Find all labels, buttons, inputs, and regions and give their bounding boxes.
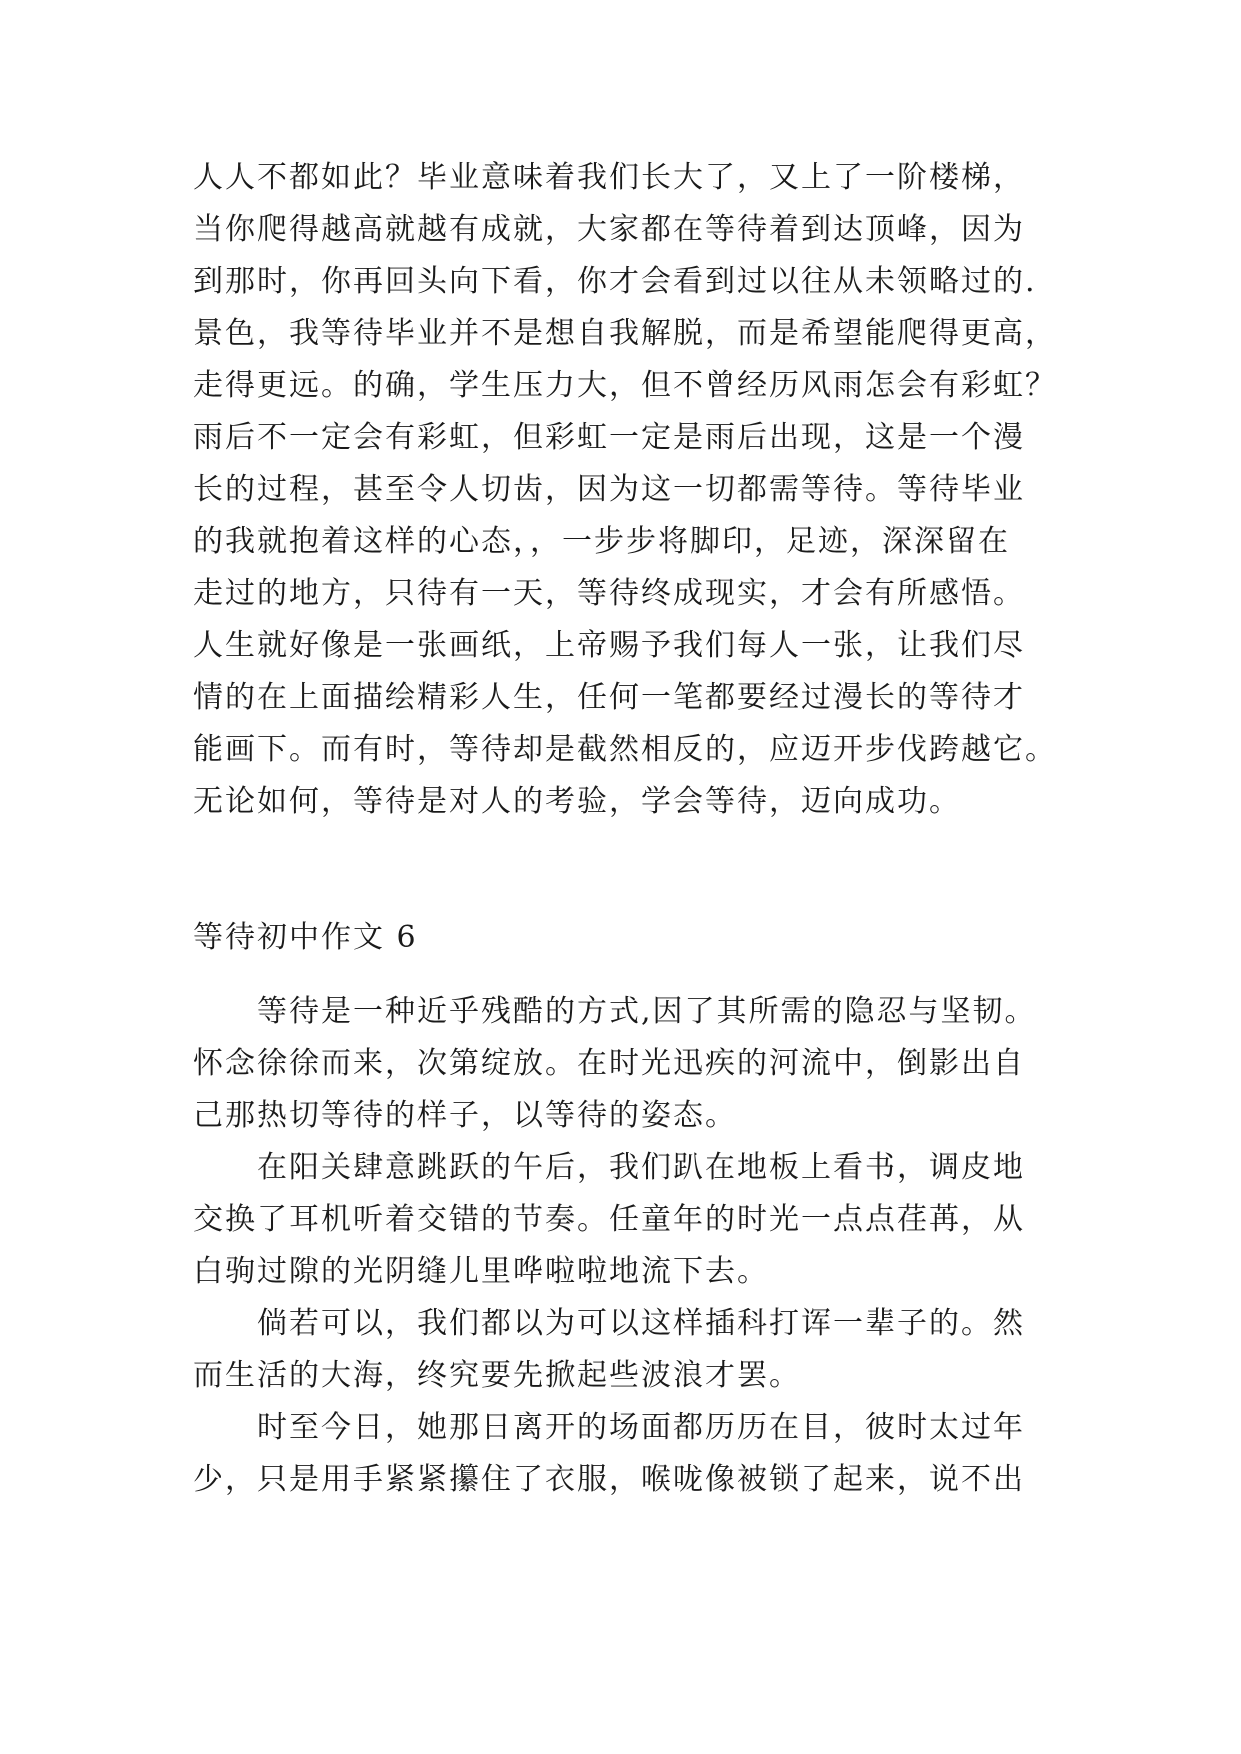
text-line: 无论如何，等待是对人的考验，学会等待，迈向成功。 — [193, 784, 961, 819]
section-title: 等待初中作文 6 — [193, 920, 418, 955]
text-line: 倘若可以，我们都以为可以这样插科打诨一辈子的。然 — [257, 1306, 1025, 1341]
text-line: 人人不都如此？毕业意味着我们长大了，又上了一阶楼梯， — [193, 160, 1025, 195]
text-line: 当你爬得越高就越有成就，大家都在等待着到达顶峰，因为 — [193, 212, 1025, 247]
text-line: 时至今日，她那日离开的场面都历历在目，彼时太过年 — [257, 1410, 1025, 1445]
essay-continuation — [193, 152, 1063, 828]
paragraph — [193, 1402, 1063, 1506]
text-line: 长的过程，甚至令人切齿，因为这一切都需等待。等待毕业 — [193, 472, 1025, 507]
paragraph — [193, 986, 1063, 1142]
text-line: 走过的地方，只待有一天，等待终成现实，才会有所感悟。 — [193, 576, 1025, 611]
text-line: 情的在上面描绘精彩人生，任何一笔都要经过漫长的等待才 — [193, 680, 1025, 715]
text-line: 能画下。而有时，等待却是截然相反的，应迈开步伐跨越它。 — [193, 732, 1057, 767]
text-line: 的我就抱着这样的心态，，一步步将脚印，足迹，深深留在 — [193, 524, 1010, 559]
paragraph — [193, 1298, 1063, 1402]
text-line: 己那热切等待的样子，以等待的姿态。 — [193, 1098, 737, 1133]
text-line: 等待是一种近乎残酷的方式,因了其所需的隐忍与坚韧。 — [257, 994, 1037, 1029]
text-line: 走得更远。的确，学生压力大，但不曾经历风雨怎会有彩虹？ — [193, 368, 1057, 403]
text-line: 到那时，你再回头向下看，你才会看到过以往从未领略过的. — [193, 264, 1037, 299]
text-line: 少，只是用手紧紧攥住了衣服，喉咙像被锁了起来，说不出 — [193, 1462, 1025, 1497]
text-line: 怀念徐徐而来，次第绽放。在时光迅疾的河流中，倒影出自 — [193, 1046, 1025, 1081]
text-line: 人生就好像是一张画纸，上帝赐予我们每人一张，让我们尽 — [193, 628, 1025, 663]
text-line: 景色，我等待毕业并不是想自我解脱，而是希望能爬得更高， — [193, 316, 1057, 351]
text-line: 雨后不一定会有彩虹，但彩虹一定是雨后出现，这是一个漫 — [193, 420, 1025, 455]
text-line: 在阳关肆意跳跃的午后，我们趴在地板上看书，调皮地 — [257, 1150, 1025, 1185]
text-line: 交换了耳机听着交错的节奏。任童年的时光一点点荏苒，从 — [193, 1202, 1025, 1237]
paragraph — [193, 1142, 1063, 1298]
text-line: 白驹过隙的光阴缝儿里哗啦啦地流下去。 — [193, 1254, 769, 1289]
essay-body — [193, 986, 1063, 1506]
text-line: 而生活的大海，终究要先掀起些波浪才罢。 — [193, 1358, 801, 1393]
